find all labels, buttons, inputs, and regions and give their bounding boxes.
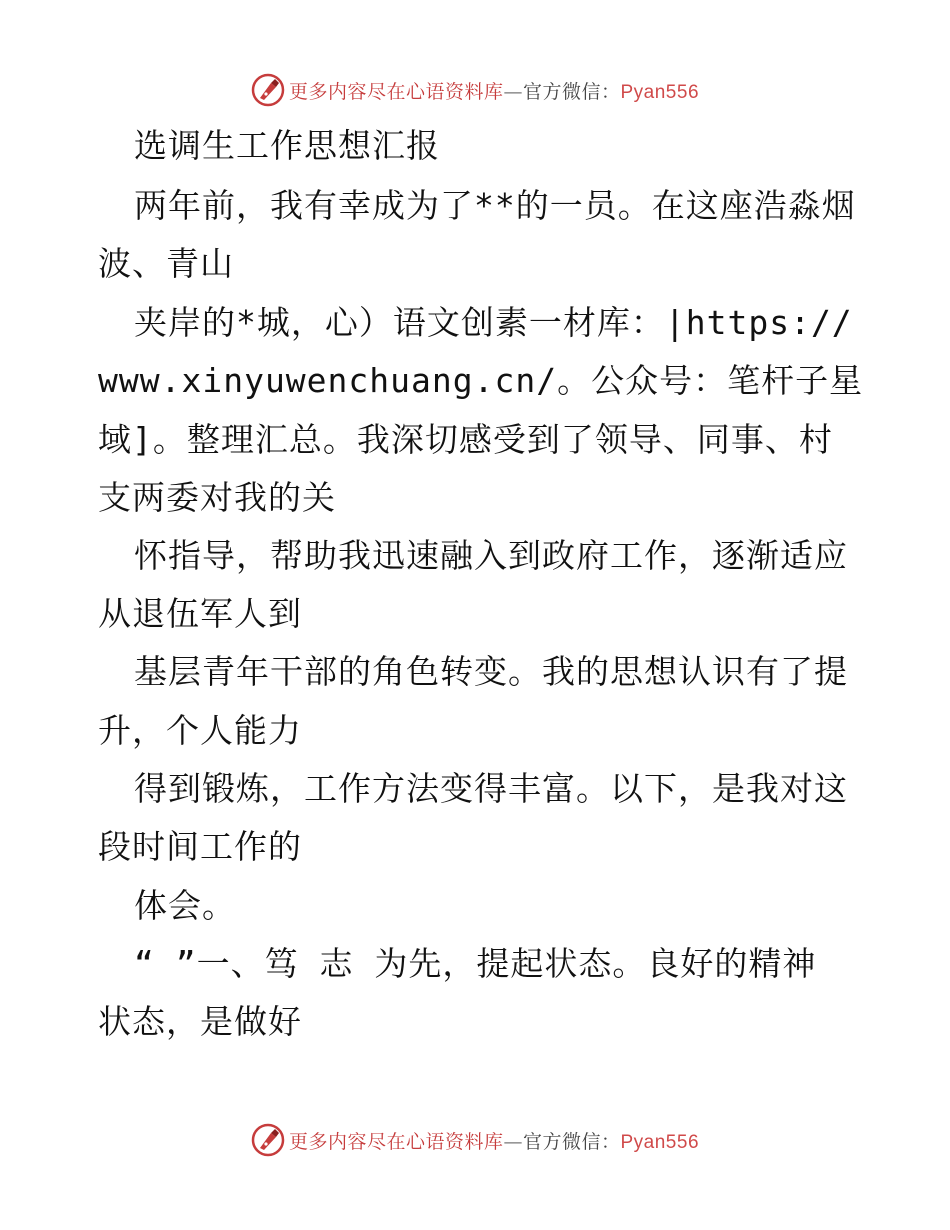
text-line: www.xinyuwenchuang.cn/。公众号：笔杆子星 (98, 361, 864, 400)
footer-banner-wechat-id: Pyan556 (620, 1131, 700, 1153)
footer-banner-inner (251, 1123, 699, 1157)
header-banner-text (289, 77, 699, 104)
header-banner-dash: — (503, 80, 523, 103)
text-line: 支两委对我的关 (98, 478, 336, 517)
pen-nib-logo-icon (251, 1123, 285, 1157)
footer-banner-main-text: 更多内容尽在心语资料库 (288, 1130, 504, 1153)
footer-banner-text (289, 1127, 699, 1154)
header-banner-inner (251, 73, 699, 107)
text-line: 夹岸的*城，心）语文创素一材库：|https:// (134, 303, 853, 342)
document-title: 选调生工作思想汇报 (134, 126, 440, 165)
text-line: 两年前，我有幸成为了**的一员。在这座浩淼烟 (134, 186, 856, 225)
footer-banner-dash: — (503, 1130, 523, 1153)
footer-banner (0, 1120, 950, 1160)
header-banner-wechat-label: 官方微信： (522, 80, 621, 103)
text-line: 体会。 (134, 886, 236, 925)
pen-nib-logo-icon (251, 73, 285, 107)
header-banner-wechat-id: Pyan556 (620, 81, 700, 103)
text-line: 升，个人能力 (98, 711, 302, 750)
text-line: 怀指导，帮助我迅速融入到政府工作，逐渐适应 (134, 536, 848, 575)
text-line: 域]。整理汇总。我深切感受到了领导、同事、村 (98, 420, 833, 459)
header-banner-main-text: 更多内容尽在心语资料库 (288, 80, 504, 103)
text-line: 波、青山 (98, 244, 234, 283)
text-line: 从退伍军人到 (98, 594, 302, 633)
text-line: 段时间工作的 (98, 827, 302, 866)
text-line: 状态，是做好 (98, 1002, 302, 1041)
footer-banner-wechat-label: 官方微信： (522, 1130, 621, 1153)
text-line: 基层青年干部的角色转变。我的思想认识有了提 (134, 652, 848, 691)
text-line: “ ”一、笃 志 为先，提起状态。良好的精神 (134, 944, 817, 983)
text-line: 得到锻炼，工作方法变得丰富。以下，是我对这 (134, 769, 848, 808)
header-banner (0, 70, 950, 110)
